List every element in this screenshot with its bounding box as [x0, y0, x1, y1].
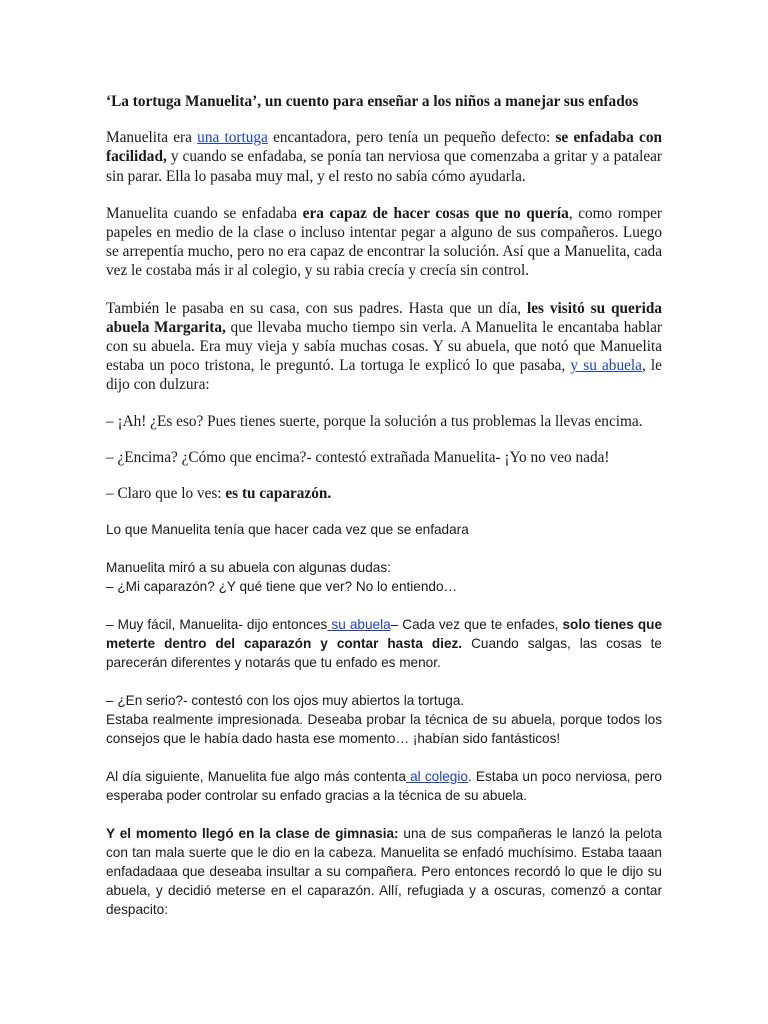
bold-text: les visitó su querida abuela Margarita, [106, 299, 662, 336]
paragraph-technique [106, 615, 662, 672]
bold-text: solo tienes que meterte dentro del caparazón y contar hasta diez. [106, 617, 663, 652]
text: También le pasaba en su casa, con sus padres. Hasta que un día, [106, 299, 527, 317]
text: Manuelita era [106, 129, 198, 147]
bold-text: Y el momento llegó en la clase de gimnasia: [106, 826, 399, 842]
text: , como romper papeles en medio de la clase o incluso intentar pegar a alguno de sus compañeros. Luego se arrepentía mucho, pero no era capaz de encontrar la solución. Así que a Manuelita, cada vez le costaba más ir al colegio, y su rabia crecía y crecía sin control. [106, 204, 662, 280]
text: – Cada vez que te enfades, [390, 617, 563, 633]
paragraph-next-day [106, 767, 662, 805]
text-line: – ¿Mi caparazón? ¿Y qué tiene que ver? No lo entiendo… [106, 579, 458, 595]
section-subheading: Lo que Manuelita tenía que hacer cada vez que se enfadara [106, 522, 469, 538]
paragraph-grandmother [106, 299, 662, 395]
paragraph-behavior [106, 204, 662, 281]
paragraph-intro [106, 128, 662, 186]
link-una-tortuga[interactable]: una tortuga [197, 129, 268, 147]
text: que llevaba mucho tiempo sin verla. A Manuelita le encantaba hablar con su abuela. Era muy vieja y sabía muchas cosas. Y su abuela, que notó que Manuelita estaba un poco tristona, le preguntó. La tortuga le explicó lo que pasaba, [106, 318, 662, 375]
paragraph-gym-class [106, 824, 662, 919]
paragraph-doubts [106, 558, 662, 596]
text-line: Estaba realmente impresionada. Deseaba probar la técnica de su abuela, porque todos los consejos que le había dado hasta ese momento… ¡habían sido fantásticos! [106, 712, 662, 747]
text: encantadora, pero tenía un pequeño defecto: [267, 129, 556, 147]
dialogue-line-1: – ¡Ah! ¿Es eso? Pues tienes suerte, porque la solución a tus problemas la llevas encima. [106, 412, 643, 430]
text-line: Manuelita miró a su abuela con algunas dudas: [106, 560, 391, 576]
bold-text: se enfadaba con facilidad, [106, 129, 662, 166]
text: Manuelita cuando se enfadaba [106, 204, 303, 222]
text: una de sus compañeras le lanzó la pelota con tan mala suerte que le dio en la cabeza. Manuelita se enfadó muchísimo. Estaba taaan enfadadaaa que deseaba insultar a su compañera. Pero entonces recordó lo que le dijo su abuela, y decidió meterse en el caparazón. Allí, refugiada y a oscuras, comenzó a contar despacito: [106, 826, 662, 918]
link-su-abuela[interactable]: su abuela [327, 617, 391, 633]
text: – Muy fácil, Manuelita- dijo entonces [106, 617, 328, 633]
text-line: – ¿En serio?- contestó con los ojos muy abiertos la tortuga. [106, 693, 465, 709]
text: y cuando se enfadaba, se ponía tan nerviosa que comenzaba a gritar y a patalear sin parar. Ella lo pasaba muy mal, y el resto no sabía cómo ayudarla. [106, 148, 662, 185]
document-page [106, 92, 662, 919]
dialogue-line-3 [106, 484, 662, 503]
text: , le dijo con dulzura: [106, 357, 662, 394]
text: Cuando salgas, las cosas te parecerán diferentes y notarás que tu enfado es menor. [106, 636, 662, 671]
text: – Claro que lo ves: [106, 485, 226, 503]
link-al-colegio[interactable]: al colegio [405, 769, 468, 785]
bold-text: era capaz de hacer cosas que no quería [302, 204, 569, 222]
document-title: ‘La tortuga Manuelita’, un cuento para enseñar a los niños a manejar sus enfados [106, 93, 639, 110]
link-y-su-abuela[interactable]: y su abuela [570, 357, 642, 375]
bold-text: es tu caparazón. [225, 485, 332, 503]
dialogue-line-2: – ¿Encima? ¿Cómo que encima?- contestó extrañada Manuelita- ¡Yo no veo nada! [106, 448, 610, 466]
text: . Estaba un poco nerviosa, pero esperaba poder controlar su enfado gracias a la técnica de su abuela. [106, 769, 662, 804]
text: Al día siguiente, Manuelita fue algo más contenta [106, 769, 406, 785]
paragraph-surprise [106, 691, 662, 748]
